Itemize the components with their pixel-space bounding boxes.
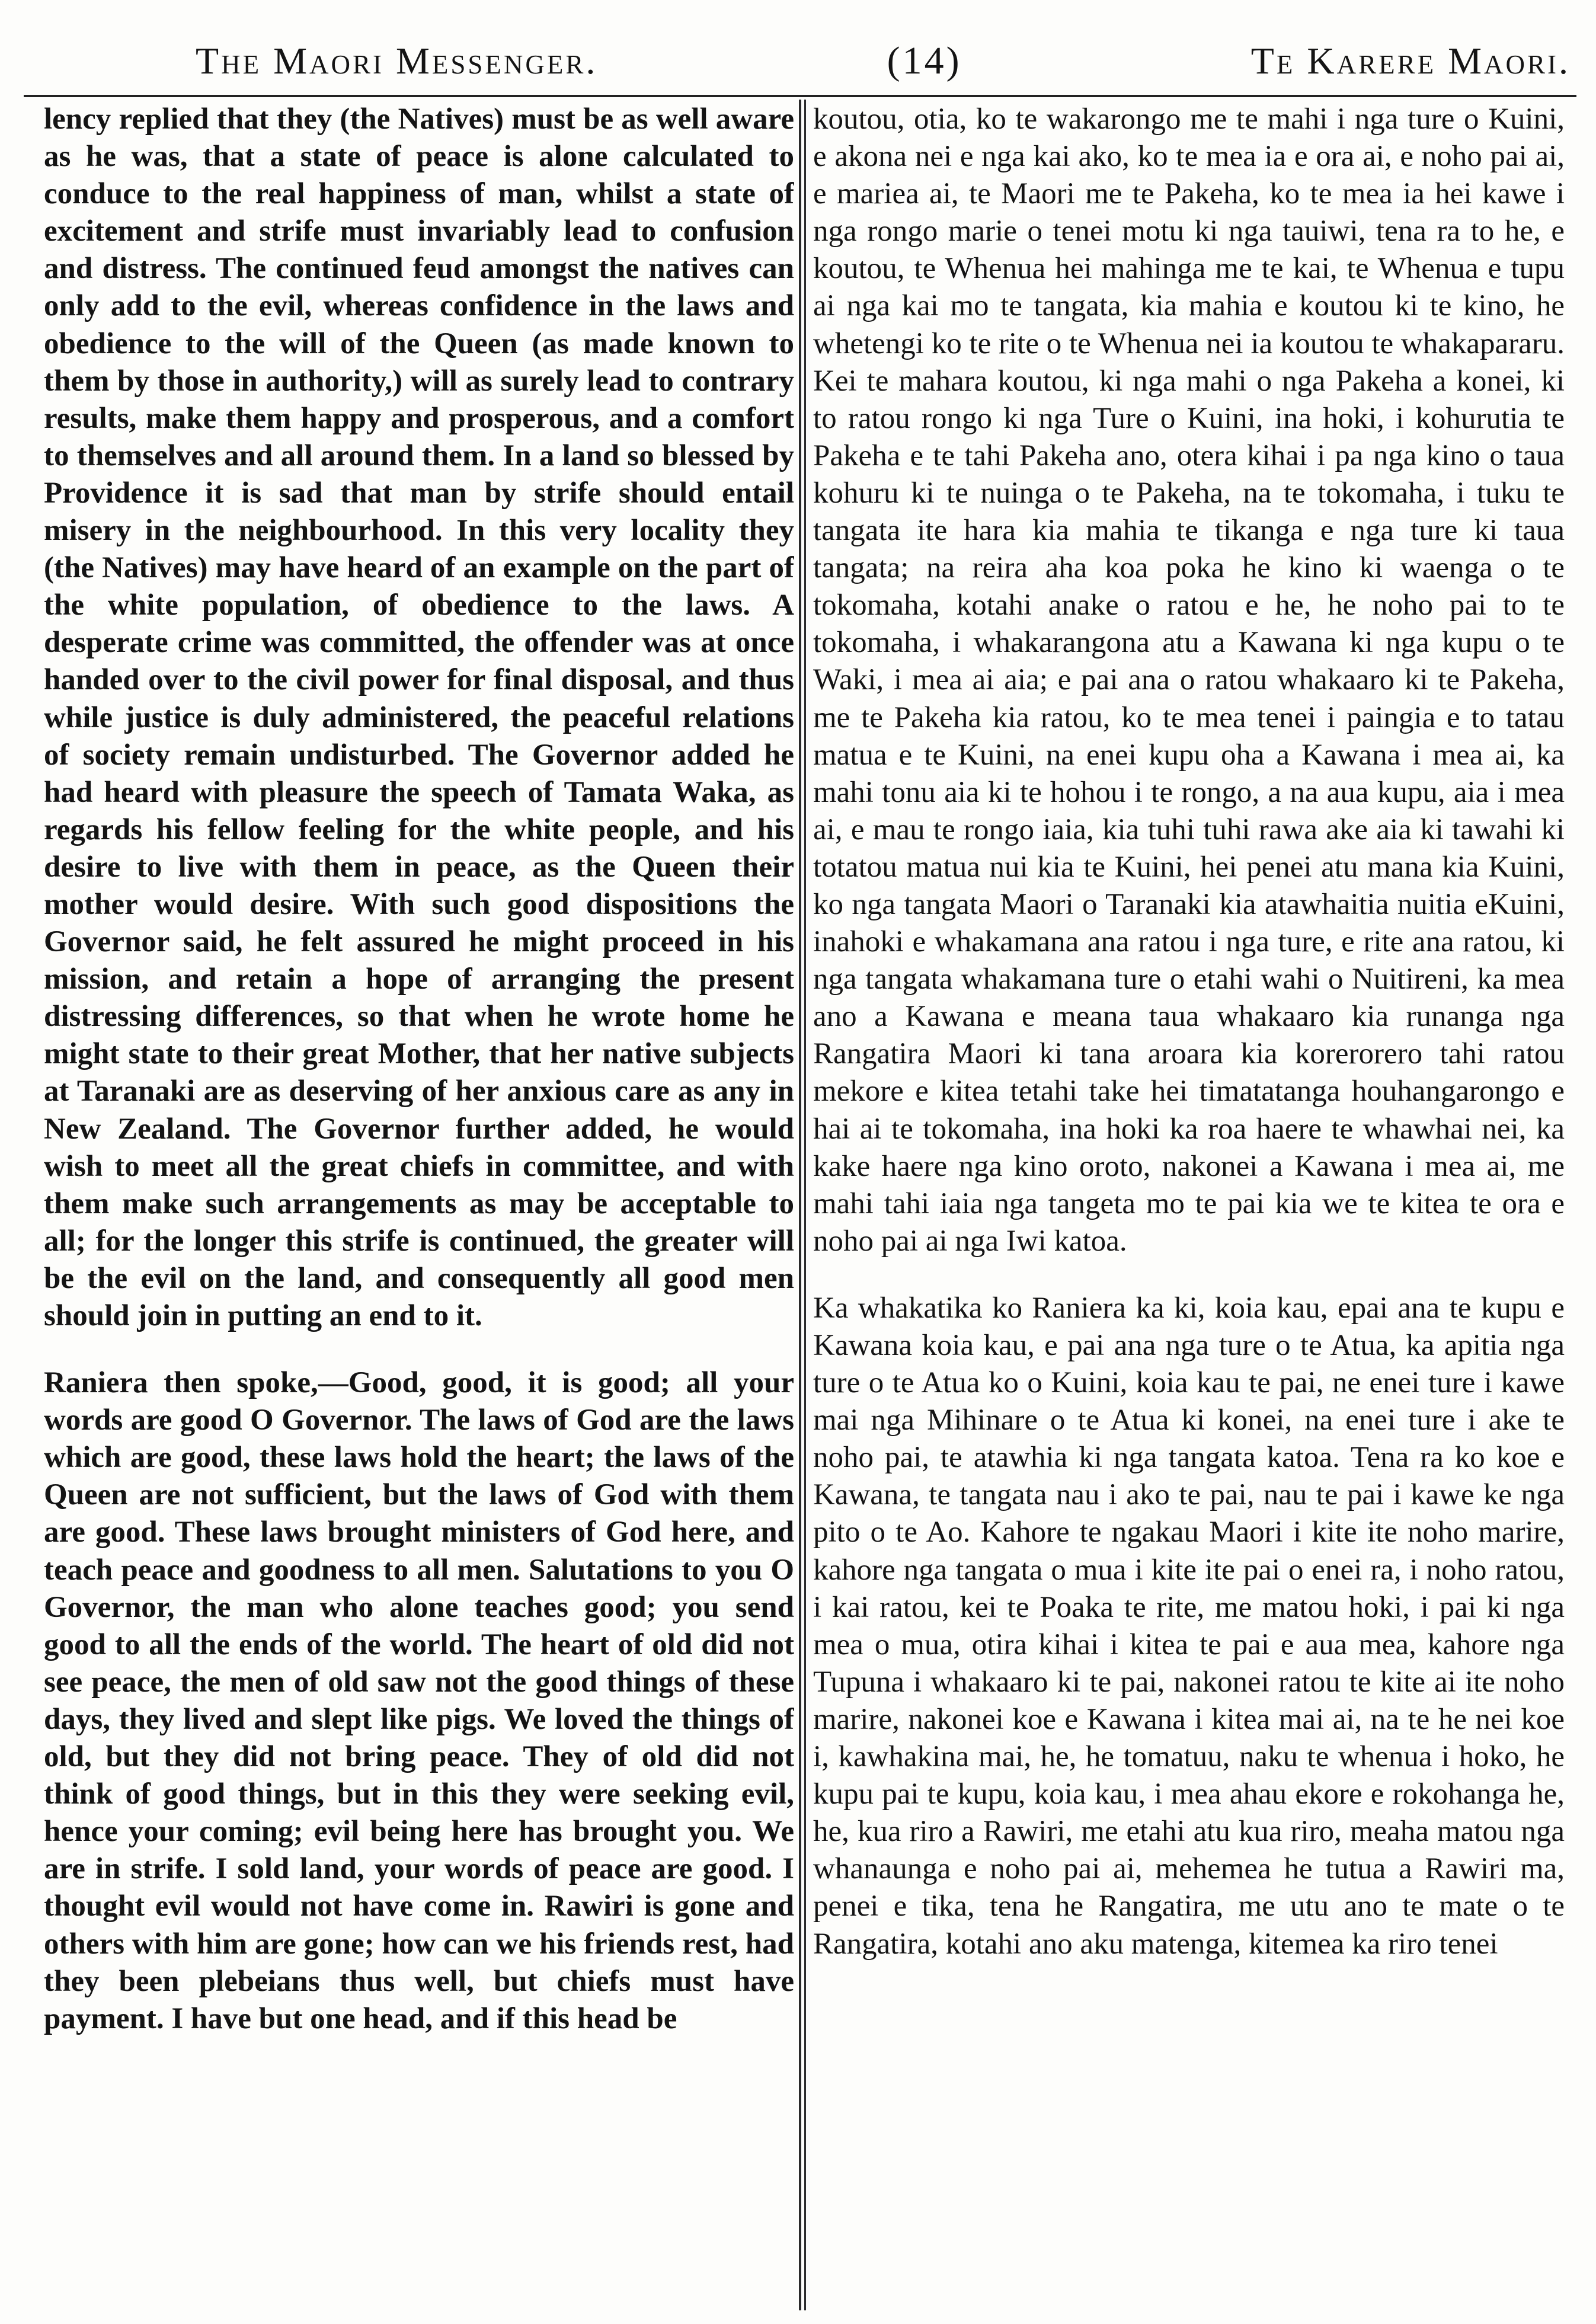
masthead-english: The Maori Messenger. (196, 40, 598, 82)
page-number: (14) (887, 39, 962, 82)
english-column (44, 101, 794, 2306)
maori-paragraph-governor: koutou, otia, ko te wakarongo me te mahi i nga ture o Kuini, e akona nei e nga kai ako, ko te mea ia e ora ai, e noho pai ai, e mariea ai, te Maori me te Pakeha, ko te mea ia hei kawe i nga rongo marie o tenei motu ki nga tauiwi, tena ra to he, e koutou, te Whenua hei mahinga me te kai, te Whenua e tupu ai nga kai mo te tangata, kia mahia e koutou ki te kino, he whetengi ko te rite o te Whenua nei ia koutou te whakapararu. Kei te mahara koutou, ki nga mahi o nga Pakeha a konei, ki to ratou rongo ki nga Ture o Kuini, ina hoki, i kohurutia te Pakeha e te tahi Pakeha ano, otera kihai i pa nga kino o taua kohuru ki te nuinga o te Pakeha, na te tokomaha, i tuku te tangata ite hara kia mahia te tikanga e nga ture ki taua tangata; na reira aha koa poka he kino ki waenga o te tokomaha, kotahi anake o ratou e he, he noho pai to te tokomaha, i whakarangona atu a Kawana ki nga kupu o te Waki, i mea ai aia; e pai ana o ratou whakaaro ki te Pakeha, me te Pakeha kia ratou, ko te mea tenei i paingia e to tatau matua e te Kuini, na enei kupu oha a Kawana i mea ai, ka mahi tonu aia ki te hohou i te rongo, a na aua kupu, aia i mea ai, e mau te rongo iaia, kia tuhi tuhi rawa ake aia ki tawahi ki totatou matua nui kia te Kuini, hei penei atu mana kia Kuini, ko nga tangata Maori o Taranaki kia atawhaitia nuitia eKuini, inahoki e whakamana ana ratou i nga ture, e rite ana ratou, ki nga tangata whakamana ture o etahi wahi o Nuitireni, ka mea ano a Kawana e meana taua whakaaro kia runanga nga Rangatira Maori ki tana aroara kia korerorero tahi ratou mekore e kitea tetahi take hei timatatanga houhangarongo e hai ai te tokomaha, ina hoki ka roa haere te whawhai nei, ka kake haere nga kino oroto, nakonei a Kawana i mea ai, me mahi tahi iaia nga tangeta mo te pai kia we te kitea te ora e noho pai ai nga Iwi katoa. (813, 103, 1565, 1258)
english-paragraph-raniera: Raniera then spoke,—Good, good, it is good; all your words are good O Governor. The laws of God are the laws which are good, these laws hold the heart; the laws of the Queen are not sufficient, but the laws of God with them are good. These laws brought ministers of God here, and teach peace and goodness to all men. Salutations to you O Governor, the man who alone teaches good; you send good to all the ends of the world. The heart of old did not see peace, the men of old saw not the good things of these days, they lived and slept like pigs. We loved the things of old, but they did not bring peace. They of old did not think of good things, but in this they were seeking evil, hence your coming; evil being here has brought you. We are in strife. I sold land, your words of peace are good. I thought evil would not have come in. Rawiri is gone and others with him are gone; how can we his friends rest, had they been plebeians thus well, but chiefs must have payment. I have but one head, and if this head be (44, 1366, 794, 2035)
english-paragraph-governor: lency replied that they (the Natives) must be as well aware as he was, that a state of peace is alone calculated to conduce to the real happiness of man, whilst a state of excitement and strife must invariably lead to confusion and distress. The continued feud amongst the natives can only add to the evil, whereas confidence in the laws and obedience to the will of the Queen (as made known to them by those in authority,) will as surely lead to contrary results, make them happy and prosperous, and a comfort to themselves and all around them. In a land so blessed by Providence it is sad that man by strife should entail misery in the neighbourhood. In this very locality they (the Natives) may have heard of an example on the part of the white population, of obedience to the laws. A desperate crime was committed, the offender was at once handed over to the civil power for final disposal, and thus while justice is duly administered, the peaceful relations of society remain undisturbed. The Governor added he had heard with pleasure the speech of Tamata Waka, as regards his fellow feeling for the white people, and his desire to live with them in peace, as the Queen their mother would desire. With such good dispositions the Governor said, he felt assured he might proceed in his mission, and retain a hope of arranging the present distressing differences, so that when he wrote home he might state to their great Mother, that her native subjects at Taranaki are as deserving of her anxious care as any in New Zealand. The Governor further added, he would wish to meet all the great chiefs in committee, and with them make such arrangements as may be acceptable to all; for the longer this strife is continued, the greater will be the evil on the land, and consequently all good men should join in putting an end to it. (44, 103, 794, 1332)
running-head (196, 28, 1571, 94)
header-rule (24, 95, 1576, 97)
masthead-maori: Te Karere Maori. (1250, 40, 1571, 82)
maori-paragraph-raniera: Ka whakatika ko Raniera ka ki, koia kau, epai ana te kupu e Kawana koia kau, e pai ana nga ture o te Atua, ka apitia nga ture o te Atua ko o Kuini, koia kau te pai, ne enei ture i kawe mai nga Mihinare o te Atua ki konei, na enei ture i ake te noho pai, te atawhia ki nga tangata katoa. Tena ra ko koe e Kawana, te tangata nau i ako te pai, nau te pai i kawe ke nga pito o te Ao. Kahore te ngakau Maori i kite ite noho marire, kahore nga tangata o mua i kite ite pai o enei ra, i noho ratou, i kai ratou, kei te Poaka te rite, me matou hoki, i pai ki nga mea o mua, otira kihai i kitea te pai e aua mea, kahore nga Tupuna i whakaaro ki te pai, nakonei ratou te kite ai ite noho marire, nakonei koe e Kawana i kitea mai ai, na te he nei koe i, kawhakina mai, he, he tomatuu, naku te whenua i hoko, he kupu pai te kupu, koia kau, i mea ahau ekore e rokohanga he, he, kua riro a Rawiri, me etahi atu kua riro, meaha matou nga whanaunga e noho pai ai, mehemea he tutua a Rawiri ma, penei e tika, tena he Rangatira, me utu ano te mate o te Rangatira, kotahi ano aku matenga, kitemea ka riro tenei (813, 1291, 1565, 1961)
maori-column (813, 101, 1565, 2306)
column-divider (799, 100, 806, 2310)
